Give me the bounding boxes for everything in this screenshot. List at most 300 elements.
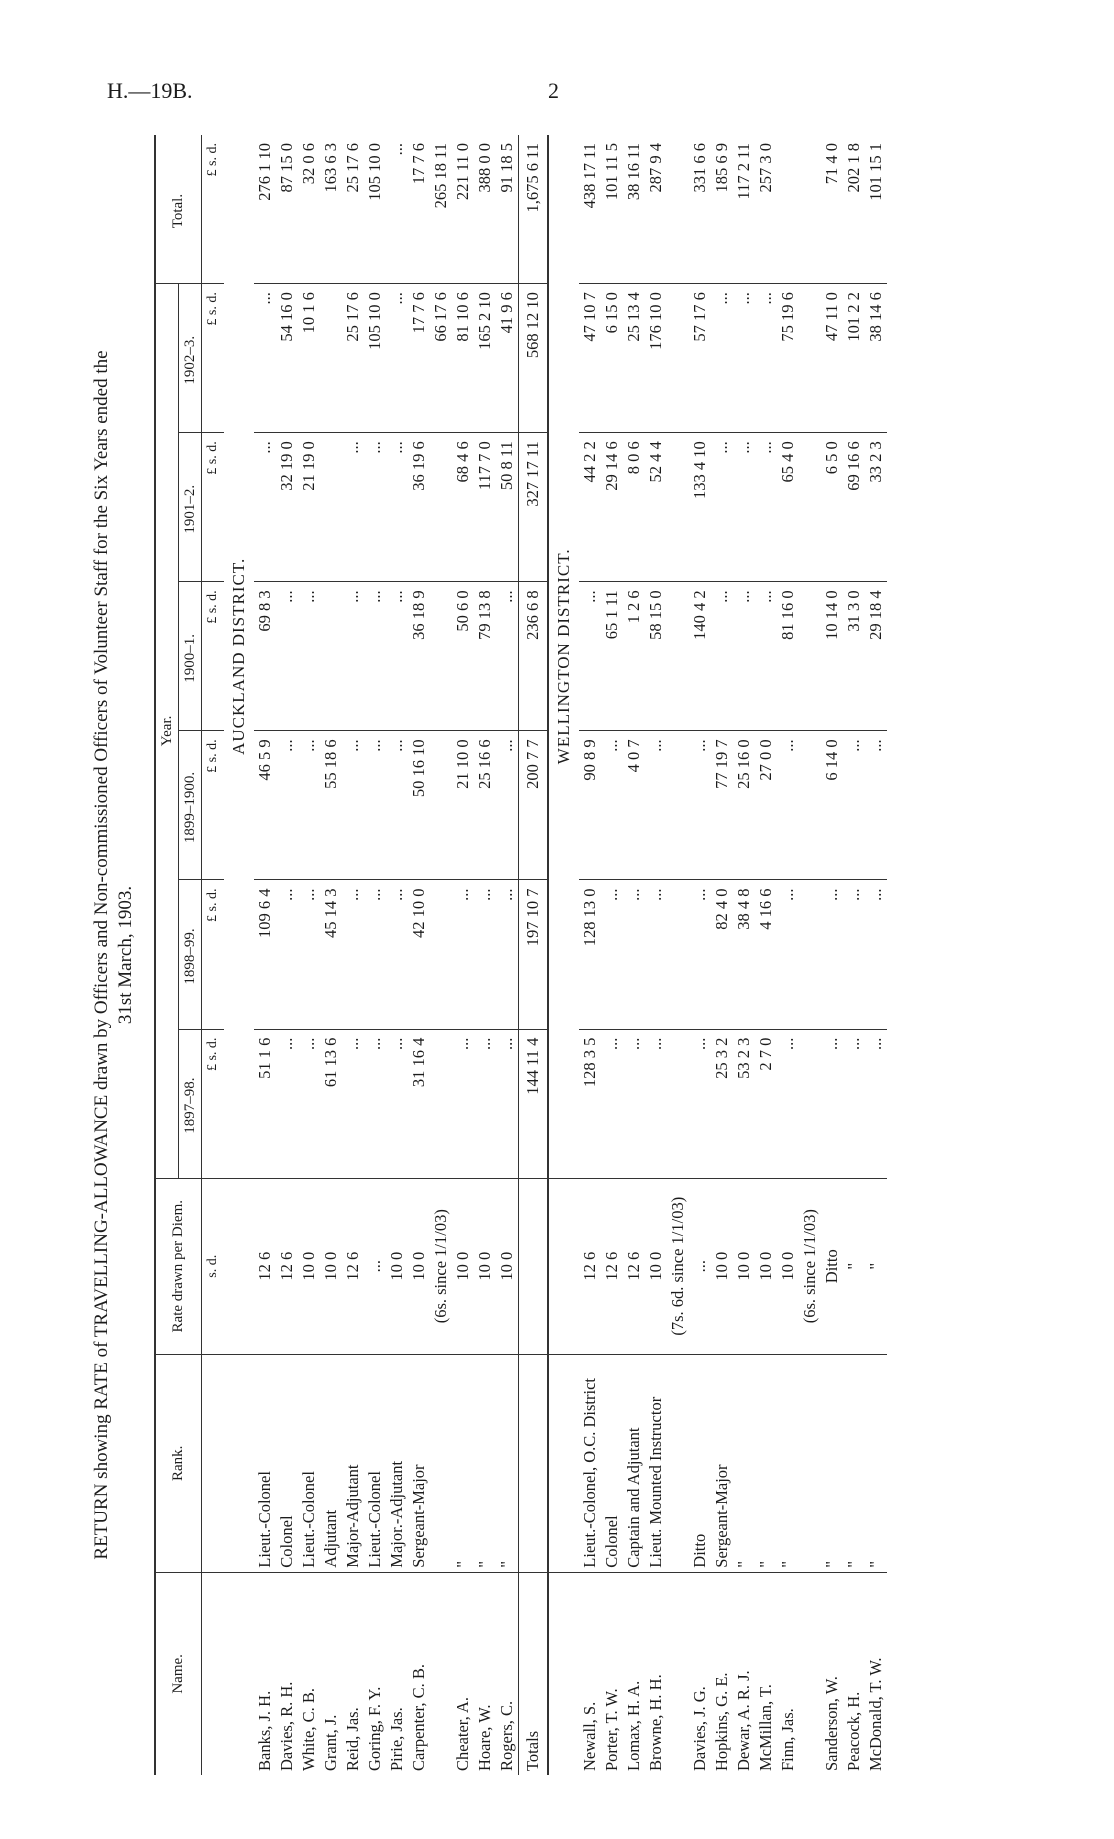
row-name: Grant, J. bbox=[321, 1714, 340, 1771]
row-y5: 65 4 0 bbox=[777, 433, 799, 582]
row-y3: ... bbox=[364, 731, 386, 880]
row-name: McMillan, T. bbox=[756, 1684, 775, 1771]
totals-blank bbox=[519, 1354, 549, 1572]
row-y4 bbox=[799, 582, 821, 731]
row-rank: Lieut.-Colonel, O.C. District bbox=[579, 1354, 601, 1572]
row-y3: 55 18 6 bbox=[320, 731, 342, 880]
row-total: 105 10 0 bbox=[364, 135, 386, 284]
row-y3 bbox=[430, 731, 452, 880]
row-rank: Adjutant bbox=[320, 1354, 342, 1572]
district-blank bbox=[224, 1178, 254, 1354]
units-blank bbox=[202, 1572, 225, 1775]
units-blank bbox=[202, 1354, 225, 1572]
row-y2: ... bbox=[601, 880, 623, 1029]
row-rank: " bbox=[755, 1354, 777, 1572]
row-y6: ... bbox=[711, 284, 733, 433]
row-y1: 25 3 2 bbox=[711, 1029, 733, 1178]
header-year-3: 1899–1900. bbox=[179, 731, 202, 880]
totals-y2: 197 10 7 bbox=[519, 880, 549, 1029]
row-rate: 12 6 bbox=[579, 1178, 601, 1354]
row-y6: 17 7 6 bbox=[408, 284, 430, 433]
row-name: Rogers, C. bbox=[497, 1700, 516, 1771]
row-name: Reid, Jas. bbox=[343, 1707, 362, 1771]
row-y5: ... bbox=[711, 433, 733, 582]
row-rank: Colonel bbox=[601, 1354, 623, 1572]
row-name: Newall, S. bbox=[580, 1701, 599, 1771]
table-row bbox=[579, 135, 601, 1775]
table-row bbox=[496, 135, 519, 1775]
row-total: 25 17 6 bbox=[342, 135, 364, 284]
table-row bbox=[452, 135, 474, 1775]
row-rate: 10 0 bbox=[408, 1178, 430, 1354]
row-y3: 50 16 10 bbox=[408, 731, 430, 880]
row-name: Dewar, A. R. J. bbox=[734, 1670, 753, 1771]
row-y2: ... bbox=[496, 880, 519, 1029]
row-rate: ... bbox=[364, 1178, 386, 1354]
units-money: £ s. d. bbox=[202, 880, 225, 1029]
row-y4: ... bbox=[276, 582, 298, 731]
row-total: 221 11 0 bbox=[452, 135, 474, 284]
table-row bbox=[777, 135, 799, 1775]
row-rank: Sergeant-Major bbox=[711, 1354, 733, 1572]
row-y3: ... bbox=[298, 731, 320, 880]
table-row bbox=[386, 135, 408, 1775]
row-name: White, C. B. bbox=[299, 1688, 318, 1771]
row-y4: 10 14 0 bbox=[821, 582, 843, 731]
row-y5: ... bbox=[364, 433, 386, 582]
row-y1: ... bbox=[821, 1029, 843, 1178]
row-rate: 10 0 bbox=[474, 1178, 496, 1354]
document-title bbox=[90, 135, 138, 1775]
row-y2: 4 16 6 bbox=[755, 880, 777, 1029]
table-row bbox=[430, 135, 452, 1775]
row-y1: ... bbox=[298, 1029, 320, 1178]
row-rank: " bbox=[474, 1354, 496, 1572]
row-y5 bbox=[430, 433, 452, 582]
row-y5: 133 4 10 bbox=[689, 433, 711, 582]
row-rate: 12 6 bbox=[623, 1178, 645, 1354]
row-y5: 33 2 3 bbox=[865, 433, 887, 582]
table-row bbox=[689, 135, 711, 1775]
row-total: 257 3 0 bbox=[755, 135, 777, 284]
row-y1: ... bbox=[496, 1029, 519, 1178]
row-y1: 51 1 6 bbox=[254, 1029, 276, 1178]
table-row bbox=[474, 135, 496, 1775]
row-y4 bbox=[667, 582, 689, 731]
table-row bbox=[667, 135, 689, 1775]
table-row bbox=[799, 135, 821, 1775]
row-total: 163 6 3 bbox=[320, 135, 342, 284]
row-y3: ... bbox=[689, 731, 711, 880]
row-y2: ... bbox=[623, 880, 645, 1029]
table-row bbox=[821, 135, 843, 1775]
row-y1 bbox=[430, 1029, 452, 1178]
row-y2: ... bbox=[474, 880, 496, 1029]
row-y5: 68 4 6 bbox=[452, 433, 474, 582]
row-y2: ... bbox=[452, 880, 474, 1029]
row-y5: 117 7 0 bbox=[474, 433, 496, 582]
header-year-2: 1898–99. bbox=[179, 880, 202, 1029]
table-row bbox=[645, 135, 667, 1775]
totals-blank bbox=[519, 1178, 549, 1354]
row-y5: ... bbox=[733, 433, 755, 582]
row-y4: 81 16 0 bbox=[777, 582, 799, 731]
header-year: Year. bbox=[155, 284, 179, 1178]
row-y6: 57 17 6 bbox=[689, 284, 711, 433]
row-rate: " bbox=[865, 1178, 887, 1354]
row-y1: ... bbox=[777, 1029, 799, 1178]
row-total: 32 0 6 bbox=[298, 135, 320, 284]
row-total: 388 0 0 bbox=[474, 135, 496, 284]
row-rate: (6s. since 1/1/03) bbox=[430, 1178, 452, 1354]
row-rate: Ditto bbox=[821, 1178, 843, 1354]
row-y1: ... bbox=[601, 1029, 623, 1178]
row-y6: 41 9 6 bbox=[496, 284, 519, 433]
row-rate: 10 0 bbox=[711, 1178, 733, 1354]
return-table bbox=[154, 135, 887, 1775]
row-y2: 42 10 0 bbox=[408, 880, 430, 1029]
row-name: Davies, J. G. bbox=[690, 1686, 709, 1771]
row-rank: " bbox=[843, 1354, 865, 1572]
row-total: 17 7 6 bbox=[408, 135, 430, 284]
row-total: 117 2 11 bbox=[733, 135, 755, 284]
row-y3: ... bbox=[601, 731, 623, 880]
row-y4: 65 1 11 bbox=[601, 582, 623, 731]
row-y6: 25 17 6 bbox=[342, 284, 364, 433]
row-y3: ... bbox=[496, 731, 519, 880]
row-name bbox=[799, 1572, 821, 1775]
row-y4 bbox=[320, 582, 342, 731]
row-total: 71 4 0 bbox=[821, 135, 843, 284]
row-y6: 105 10 0 bbox=[364, 284, 386, 433]
row-y1: 53 2 3 bbox=[733, 1029, 755, 1178]
table-row bbox=[865, 135, 887, 1775]
row-y1: ... bbox=[623, 1029, 645, 1178]
row-rate: 12 6 bbox=[254, 1178, 276, 1354]
district-blank bbox=[224, 1572, 254, 1775]
row-name: Peacock, H. bbox=[844, 1691, 863, 1771]
row-y2: 109 6 4 bbox=[254, 880, 276, 1029]
row-y4: ... bbox=[496, 582, 519, 731]
district-blank bbox=[548, 1354, 579, 1572]
district-blank bbox=[548, 1178, 579, 1354]
row-y1: ... bbox=[843, 1029, 865, 1178]
row-rank: " bbox=[452, 1354, 474, 1572]
row-y4: ... bbox=[579, 582, 601, 731]
row-y1: ... bbox=[364, 1029, 386, 1178]
row-y4: ... bbox=[342, 582, 364, 731]
row-y5 bbox=[667, 433, 689, 582]
row-total: 287 9 4 bbox=[645, 135, 667, 284]
row-y3: 27 0 0 bbox=[755, 731, 777, 880]
row-y6: 47 11 0 bbox=[821, 284, 843, 433]
units-money: £ s. d. bbox=[202, 135, 225, 284]
row-rank: " bbox=[821, 1354, 843, 1572]
row-name: Davies, R. H. bbox=[277, 1681, 296, 1771]
district-blank bbox=[224, 1354, 254, 1572]
row-total bbox=[777, 135, 799, 284]
row-name bbox=[667, 1572, 689, 1775]
table-row bbox=[254, 135, 276, 1775]
district-heading: WELLINGTON DISTRICT. bbox=[548, 135, 579, 1178]
row-y5: ... bbox=[755, 433, 777, 582]
row-y5: 44 2 2 bbox=[579, 433, 601, 582]
row-y4: 69 8 3 bbox=[254, 582, 276, 731]
row-y3: 46 5 9 bbox=[254, 731, 276, 880]
row-rate: 12 6 bbox=[276, 1178, 298, 1354]
row-name: Banks, J. H. bbox=[255, 1690, 274, 1771]
row-name: Pirie, Jas. bbox=[387, 1707, 406, 1771]
row-y1: ... bbox=[689, 1029, 711, 1178]
row-y5: 21 19 0 bbox=[298, 433, 320, 582]
row-y3: ... bbox=[777, 731, 799, 880]
row-y1: 31 16 4 bbox=[408, 1029, 430, 1178]
row-y2: ... bbox=[364, 880, 386, 1029]
row-y6: 176 10 0 bbox=[645, 284, 667, 433]
row-y5: ... bbox=[386, 433, 408, 582]
row-total bbox=[799, 135, 821, 284]
units-row bbox=[202, 135, 225, 1775]
row-y6: ... bbox=[386, 284, 408, 433]
row-y1: ... bbox=[386, 1029, 408, 1178]
header-rank: Rank. bbox=[155, 1354, 202, 1572]
header-rate: Rate drawn per Diem. bbox=[155, 1178, 202, 1354]
row-name bbox=[430, 1572, 452, 1775]
row-y3: 25 16 0 bbox=[733, 731, 755, 880]
district-row bbox=[548, 135, 579, 1775]
row-name: Sanderson, W. bbox=[822, 1676, 841, 1771]
table-row bbox=[364, 135, 386, 1775]
row-y2: 45 14 3 bbox=[320, 880, 342, 1029]
row-name: Finn, Jas. bbox=[778, 1708, 797, 1771]
row-y6: 75 19 6 bbox=[777, 284, 799, 433]
row-y2 bbox=[430, 880, 452, 1029]
row-rate: 12 6 bbox=[342, 1178, 364, 1354]
row-y4: 31 3 0 bbox=[843, 582, 865, 731]
row-name: Porter, T. W. bbox=[602, 1688, 621, 1771]
row-y1: ... bbox=[865, 1029, 887, 1178]
row-rank: Colonel bbox=[276, 1354, 298, 1572]
row-total: 38 16 11 bbox=[623, 135, 645, 284]
row-rank: Captain and Adjutant bbox=[623, 1354, 645, 1572]
page-number: 2 bbox=[548, 78, 559, 103]
row-y2 bbox=[667, 880, 689, 1029]
row-name: Goring, F. Y. bbox=[365, 1686, 384, 1771]
header-name: Name. bbox=[155, 1572, 202, 1775]
row-y2: ... bbox=[298, 880, 320, 1029]
row-y3: 90 8 9 bbox=[579, 731, 601, 880]
row-rank: Lieut.-Colonel bbox=[254, 1354, 276, 1572]
district-heading: AUCKLAND DISTRICT. bbox=[224, 135, 254, 1178]
row-y6 bbox=[320, 284, 342, 433]
units-money: £ s. d. bbox=[202, 582, 225, 731]
row-y6: 47 10 7 bbox=[579, 284, 601, 433]
table-row bbox=[298, 135, 320, 1775]
row-rate: 10 0 bbox=[386, 1178, 408, 1354]
row-y3: ... bbox=[342, 731, 364, 880]
row-total: 185 6 9 bbox=[711, 135, 733, 284]
row-y5: ... bbox=[254, 433, 276, 582]
row-y6: 10 1 6 bbox=[298, 284, 320, 433]
row-y6: 6 15 0 bbox=[601, 284, 623, 433]
row-y3: ... bbox=[865, 731, 887, 880]
row-y2 bbox=[799, 880, 821, 1029]
row-y5: 32 19 0 bbox=[276, 433, 298, 582]
row-y2: ... bbox=[645, 880, 667, 1029]
table-row bbox=[342, 135, 364, 1775]
row-y4: ... bbox=[711, 582, 733, 731]
row-total bbox=[667, 135, 689, 284]
header-year-6: 1902–3. bbox=[179, 284, 202, 433]
row-y4: 79 13 8 bbox=[474, 582, 496, 731]
row-total: 101 11 5 bbox=[601, 135, 623, 284]
totals-y3: 200 7 7 bbox=[519, 731, 549, 880]
row-rank: " bbox=[865, 1354, 887, 1572]
table-row bbox=[843, 135, 865, 1775]
row-y3: ... bbox=[276, 731, 298, 880]
totals-y5: 327 17 11 bbox=[519, 433, 549, 582]
row-y6: 38 14 6 bbox=[865, 284, 887, 433]
district-blank bbox=[548, 1572, 579, 1775]
row-rank: Lieut.-Colonel bbox=[364, 1354, 386, 1572]
totals-y6: 568 12 10 bbox=[519, 284, 549, 433]
row-y3: 77 19 7 bbox=[711, 731, 733, 880]
row-y3: 4 0 7 bbox=[623, 731, 645, 880]
header-total: Total. bbox=[155, 135, 202, 284]
row-total: 276 1 10 bbox=[254, 135, 276, 284]
row-y4: ... bbox=[364, 582, 386, 731]
row-y4: ... bbox=[755, 582, 777, 731]
row-rank: Major-Adjutant bbox=[342, 1354, 364, 1572]
row-y6: 66 17 6 bbox=[430, 284, 452, 433]
row-total: 101 15 1 bbox=[865, 135, 887, 284]
units-money: £ s. d. bbox=[202, 731, 225, 880]
row-y5: ... bbox=[342, 433, 364, 582]
table-row bbox=[755, 135, 777, 1775]
row-y4: ... bbox=[386, 582, 408, 731]
table-row bbox=[320, 135, 342, 1775]
row-rate: 10 0 bbox=[320, 1178, 342, 1354]
rotated-table-page bbox=[68, 95, 1068, 1775]
units-money: £ s. d. bbox=[202, 433, 225, 582]
row-y2: ... bbox=[777, 880, 799, 1029]
row-y4: 36 18 9 bbox=[408, 582, 430, 731]
row-y5: 6 5 0 bbox=[821, 433, 843, 582]
row-rate: 10 0 bbox=[452, 1178, 474, 1354]
row-y1 bbox=[667, 1029, 689, 1178]
units-money: £ s. d. bbox=[202, 284, 225, 433]
row-y1 bbox=[799, 1029, 821, 1178]
row-y4: ... bbox=[298, 582, 320, 731]
row-y4: 29 18 4 bbox=[865, 582, 887, 731]
row-rate: (7s. 6d. since 1/1/03) bbox=[667, 1178, 689, 1354]
row-y5: 36 19 6 bbox=[408, 433, 430, 582]
row-y4: 1 2 6 bbox=[623, 582, 645, 731]
row-rate: ... bbox=[689, 1178, 711, 1354]
row-y5: 69 16 6 bbox=[843, 433, 865, 582]
row-y6: 165 2 10 bbox=[474, 284, 496, 433]
row-total: 91 18 5 bbox=[496, 135, 519, 284]
row-y3: ... bbox=[386, 731, 408, 880]
row-rate: " bbox=[843, 1178, 865, 1354]
row-y2: 128 13 0 bbox=[579, 880, 601, 1029]
row-rank bbox=[430, 1354, 452, 1572]
row-y2: ... bbox=[689, 880, 711, 1029]
row-rank bbox=[799, 1354, 821, 1572]
row-y1: 61 13 6 bbox=[320, 1029, 342, 1178]
row-y6 bbox=[667, 284, 689, 433]
row-name: Cheater, A. bbox=[453, 1696, 472, 1771]
totals-label: Totals bbox=[519, 1572, 549, 1775]
row-y2: 38 4 8 bbox=[733, 880, 755, 1029]
row-y2: ... bbox=[342, 880, 364, 1029]
header-year-1: 1897–98. bbox=[179, 1029, 202, 1178]
row-y1: ... bbox=[474, 1029, 496, 1178]
row-y5 bbox=[799, 433, 821, 582]
row-name: Lomax, H. A. bbox=[624, 1680, 643, 1771]
row-rank: Sergeant-Major bbox=[408, 1354, 430, 1572]
row-y2: 82 4 0 bbox=[711, 880, 733, 1029]
row-y4: 58 15 0 bbox=[645, 582, 667, 731]
row-y1: 2 7 0 bbox=[755, 1029, 777, 1178]
row-y3: 25 16 6 bbox=[474, 731, 496, 880]
row-rate: 10 0 bbox=[496, 1178, 519, 1354]
row-y3: ... bbox=[843, 731, 865, 880]
row-rate: 10 0 bbox=[298, 1178, 320, 1354]
row-total: 202 1 8 bbox=[843, 135, 865, 284]
row-total: 331 6 6 bbox=[689, 135, 711, 284]
row-rate: 10 0 bbox=[733, 1178, 755, 1354]
row-y2: ... bbox=[386, 880, 408, 1029]
row-y1: ... bbox=[645, 1029, 667, 1178]
row-y3: 6 14 0 bbox=[821, 731, 843, 880]
row-rank: Major.-Adjutant bbox=[386, 1354, 408, 1572]
totals-row bbox=[519, 135, 549, 1775]
table-row bbox=[733, 135, 755, 1775]
row-rate: 10 0 bbox=[777, 1178, 799, 1354]
row-y5 bbox=[320, 433, 342, 582]
row-name: Hopkins, G. E. bbox=[712, 1672, 731, 1771]
row-y4: 50 6 0 bbox=[452, 582, 474, 731]
row-rank bbox=[667, 1354, 689, 1572]
row-y5: 52 4 4 bbox=[645, 433, 667, 582]
table-row bbox=[276, 135, 298, 1775]
table-body bbox=[202, 135, 888, 1775]
row-y3: 21 10 0 bbox=[452, 731, 474, 880]
row-rank: " bbox=[777, 1354, 799, 1572]
row-y5: 50 8 11 bbox=[496, 433, 519, 582]
row-y6: 54 16 0 bbox=[276, 284, 298, 433]
title-line-2: 31st March, 1903. bbox=[115, 885, 136, 1025]
row-y3 bbox=[799, 731, 821, 880]
row-y1: ... bbox=[276, 1029, 298, 1178]
row-y6 bbox=[799, 284, 821, 433]
units-rate: s. d. bbox=[202, 1178, 225, 1354]
row-name: McDonald, T. W. bbox=[866, 1657, 885, 1771]
header-year-4: 1900–1. bbox=[179, 582, 202, 731]
title-line-1: RETURN showing RATE of TRAVELLING-ALLOWANCE drawn by Officers and Non-commissioned Officers of Volunteer Staff for the Six Years ended the bbox=[91, 350, 112, 1560]
row-name: Carpenter, C. B. bbox=[409, 1663, 428, 1771]
totals-y1: 144 11 4 bbox=[519, 1029, 549, 1178]
row-y3: ... bbox=[645, 731, 667, 880]
row-total: ... bbox=[386, 135, 408, 284]
row-rank: Ditto bbox=[689, 1354, 711, 1572]
units-money: £ s. d. bbox=[202, 1029, 225, 1178]
row-y1: ... bbox=[452, 1029, 474, 1178]
row-y1: ... bbox=[342, 1029, 364, 1178]
row-y6: ... bbox=[755, 284, 777, 433]
table-row bbox=[601, 135, 623, 1775]
